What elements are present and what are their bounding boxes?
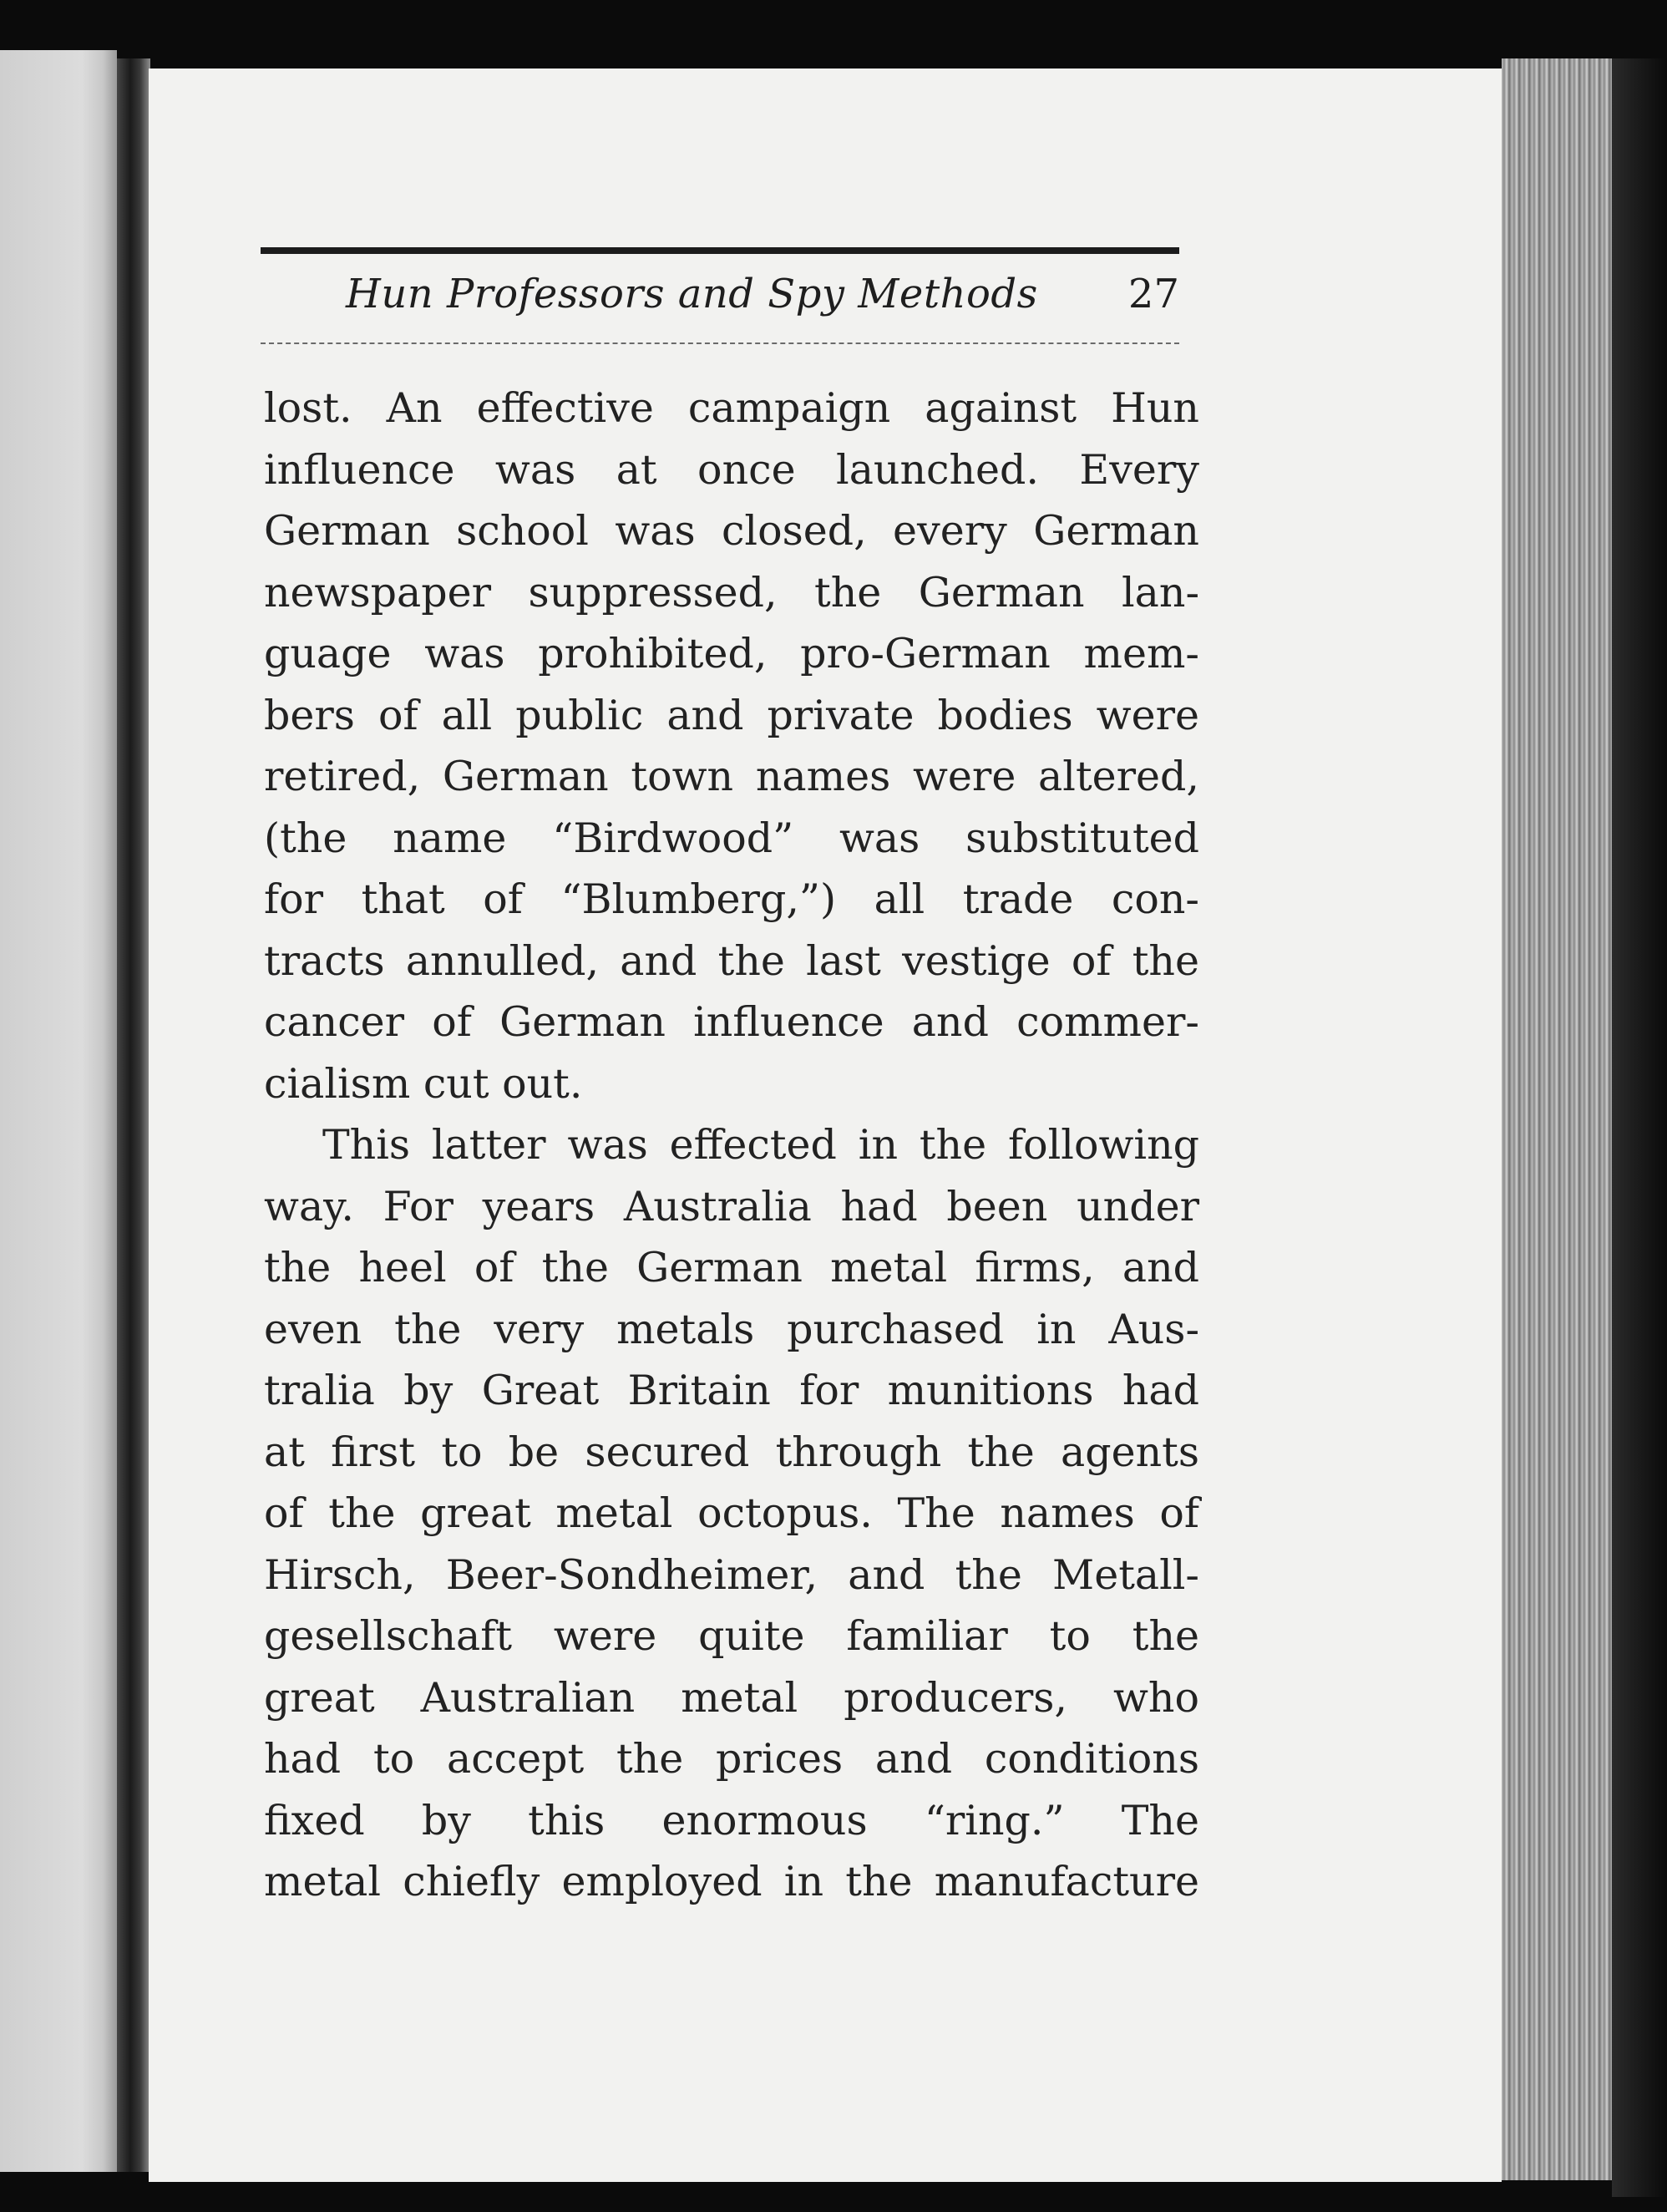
text-line: for that of “Blumberg,”) all trade con- (264, 875, 1199, 923)
text-line: had to accept the prices and conditions (264, 1735, 1199, 1783)
text-line: influence was at once launched. Every (264, 445, 1199, 494)
text-line: This latter was effected in the following (322, 1121, 1199, 1169)
text-line: tracts annulled, and the last vestige of the (264, 936, 1199, 985)
text-line: great Australian metal producers, who (264, 1673, 1199, 1722)
text-line: (the name “Birdwood” was substituted (264, 814, 1199, 862)
text-line: metal chiefly employed in the manufacture (264, 1858, 1199, 1905)
text-line: way. For years Australia had been under (264, 1182, 1199, 1230)
header-rule (261, 247, 1179, 254)
text-line: the heel of the German metal firms, and (264, 1244, 1199, 1291)
book-cover-shadow (1612, 58, 1667, 2197)
page-edges (1502, 58, 1627, 2180)
running-head-title: Hun Professors and Spy Methods (346, 271, 1038, 317)
text-line: bers of all public and private bodies were (264, 691, 1199, 739)
text-line: retired, German town names were altered, (264, 753, 1199, 800)
body-text (264, 378, 1199, 1913)
text-line: lost. An effective campaign against Hun (264, 384, 1199, 432)
text-line: cancer of German influence and commer- (264, 998, 1199, 1046)
text-line: even the very metals purchased in Aus- (264, 1305, 1199, 1353)
text-line: newspaper suppressed, the German lan- (264, 568, 1199, 616)
text-line: gesellschaft were quite familiar to the (264, 1612, 1199, 1660)
text-line: German school was closed, every German (264, 507, 1199, 555)
book-gutter (117, 58, 150, 2172)
paragraph-1 (264, 378, 1199, 1114)
page-number: 27 (1127, 271, 1179, 317)
paragraph-2 (264, 1114, 1199, 1913)
text-line: tralia by Great Britain for munitions had (264, 1367, 1199, 1414)
text-line: cialism cut out. (264, 1059, 583, 1108)
text-line: fixed by this enormous “ring.” The (264, 1796, 1199, 1844)
text-line: Hirsch, Beer-Sondheimer, and the Metall- (264, 1550, 1199, 1599)
running-head (261, 266, 1179, 332)
text-line: of the great metal octopus. The names of (264, 1489, 1199, 1537)
facing-page-edge (0, 50, 117, 2172)
text-line: at first to be secured through the agents (264, 1428, 1199, 1476)
header-dashed-rule (261, 342, 1179, 344)
text-line: guage was prohibited, pro-German mem- (264, 630, 1199, 677)
